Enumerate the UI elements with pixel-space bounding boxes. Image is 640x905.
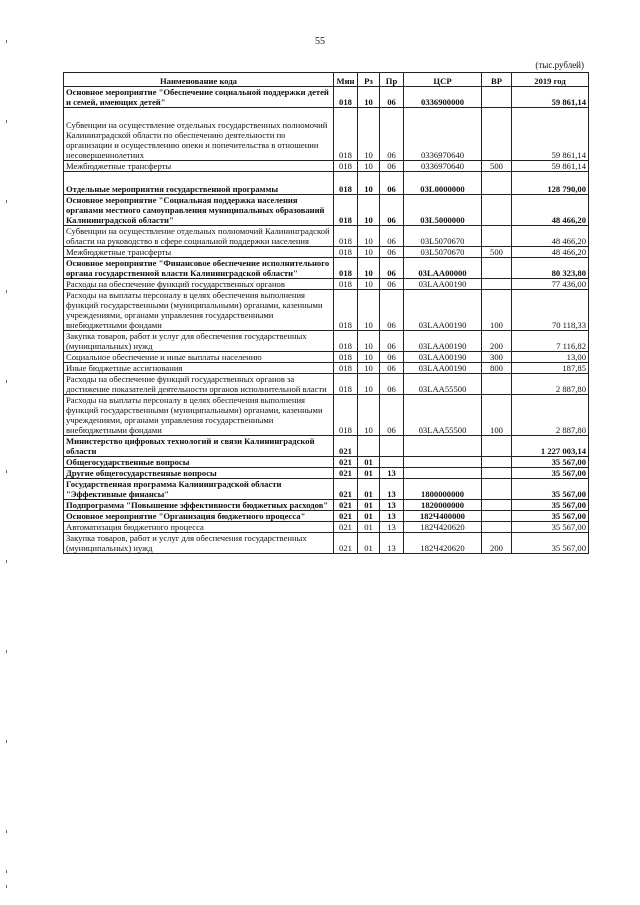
table-row bbox=[64, 511, 589, 522]
units-label: (тыс.рублей) bbox=[535, 60, 584, 70]
cell-csr: 03L5070670 bbox=[404, 226, 482, 247]
cell-pr: 13 bbox=[380, 522, 404, 533]
cell-rz: 10 bbox=[358, 352, 380, 363]
cell-amount: 35 567,00 bbox=[512, 511, 589, 522]
cell-min: 018 bbox=[334, 226, 358, 247]
budget-table bbox=[63, 72, 589, 554]
cell-pr: 06 bbox=[380, 87, 404, 108]
cell-csr bbox=[404, 468, 482, 479]
cell-amount: 7 116,82 bbox=[512, 331, 589, 352]
cell-amount: 48 466,20 bbox=[512, 247, 589, 258]
cell-amount: 59 861,14 bbox=[512, 87, 589, 108]
cell-amount: 35 567,00 bbox=[512, 479, 589, 500]
col-header-rz: Рз bbox=[358, 73, 380, 87]
cell-min: 021 bbox=[334, 533, 358, 554]
cell-name: Основное мероприятие "Организация бюджетного процесса" bbox=[64, 511, 334, 522]
cell-pr: 13 bbox=[380, 479, 404, 500]
table-row bbox=[64, 479, 589, 500]
cell-vr bbox=[482, 374, 512, 395]
cell-rz: 10 bbox=[358, 374, 380, 395]
cell-min: 021 bbox=[334, 479, 358, 500]
cell-csr: 03LAA00190 bbox=[404, 352, 482, 363]
cell-pr: 06 bbox=[380, 226, 404, 247]
cell-csr: 182Ч420620 bbox=[404, 533, 482, 554]
cell-rz: 01 bbox=[358, 522, 380, 533]
cell-csr: 182Ч420620 bbox=[404, 522, 482, 533]
cell-vr bbox=[482, 500, 512, 511]
table-row bbox=[64, 247, 589, 258]
cell-pr: 06 bbox=[380, 352, 404, 363]
table-row bbox=[64, 436, 589, 457]
cell-rz: 10 bbox=[358, 108, 380, 161]
cell-csr: 03LAA00190 bbox=[404, 331, 482, 352]
cell-csr: 03LAA00190 bbox=[404, 290, 482, 331]
cell-name: Государственная программа Калининградской области "Эффективные финансы" bbox=[64, 479, 334, 500]
cell-csr: 0336970640 bbox=[404, 108, 482, 161]
cell-min: 018 bbox=[334, 363, 358, 374]
table-row bbox=[64, 226, 589, 247]
cell-pr: 06 bbox=[380, 331, 404, 352]
cell-rz: 01 bbox=[358, 457, 380, 468]
cell-min: 021 bbox=[334, 457, 358, 468]
cell-vr: 500 bbox=[482, 161, 512, 172]
cell-pr: 13 bbox=[380, 533, 404, 554]
cell-name: Социальное обеспечение и иные выплаты населению bbox=[64, 352, 334, 363]
cell-vr bbox=[482, 258, 512, 279]
cell-vr bbox=[482, 522, 512, 533]
cell-min: 018 bbox=[334, 279, 358, 290]
table-row bbox=[64, 363, 589, 374]
cell-min: 018 bbox=[334, 331, 358, 352]
cell-rz: 10 bbox=[358, 258, 380, 279]
cell-name: Иные бюджетные ассигнования bbox=[64, 363, 334, 374]
cell-min: 018 bbox=[334, 352, 358, 363]
cell-name: Основное мероприятие "Финансовое обеспечение исполнительного органа государственной власти Калининградской области" bbox=[64, 258, 334, 279]
cell-csr: 182Ч400000 bbox=[404, 511, 482, 522]
cell-pr bbox=[380, 436, 404, 457]
cell-csr: 03LAA00190 bbox=[404, 363, 482, 374]
cell-name: Автоматизация бюджетного процесса bbox=[64, 522, 334, 533]
cell-csr: 0336970640 bbox=[404, 161, 482, 172]
cell-name: Общегосударственные вопросы bbox=[64, 457, 334, 468]
cell-pr: 13 bbox=[380, 511, 404, 522]
cell-vr: 200 bbox=[482, 533, 512, 554]
cell-name: Отдельные мероприятия государственной программы bbox=[64, 172, 334, 195]
cell-pr: 06 bbox=[380, 161, 404, 172]
cell-name: Межбюджетные трансферты bbox=[64, 161, 334, 172]
cell-pr: 06 bbox=[380, 363, 404, 374]
cell-vr bbox=[482, 279, 512, 290]
cell-pr: 06 bbox=[380, 108, 404, 161]
cell-vr bbox=[482, 195, 512, 226]
cell-amount: 13,00 bbox=[512, 352, 589, 363]
cell-csr: 0336900000 bbox=[404, 87, 482, 108]
cell-csr: 1820000000 bbox=[404, 500, 482, 511]
cell-pr bbox=[380, 457, 404, 468]
cell-name: Субвенции на осуществление отдельных государственных полномочий Калининградской области по обеспечению деятельности по организации и осуществлению опеки и попечительства в отношении несовершеннолетних bbox=[64, 108, 334, 161]
cell-vr: 300 bbox=[482, 352, 512, 363]
cell-pr: 06 bbox=[380, 247, 404, 258]
table-row bbox=[64, 87, 589, 108]
cell-name: Основное мероприятие "Социальная поддержка населения органами местного самоуправления муниципальных образований Калининградской области" bbox=[64, 195, 334, 226]
cell-vr bbox=[482, 87, 512, 108]
cell-amount: 1 227 003,14 bbox=[512, 436, 589, 457]
cell-amount: 59 861,14 bbox=[512, 108, 589, 161]
table-row bbox=[64, 500, 589, 511]
cell-name: Закупка товаров, работ и услуг для обеспечения государственных (муниципальных) нужд bbox=[64, 533, 334, 554]
cell-min: 018 bbox=[334, 172, 358, 195]
cell-amount: 48 466,20 bbox=[512, 195, 589, 226]
cell-amount: 35 567,00 bbox=[512, 500, 589, 511]
cell-min: 018 bbox=[334, 161, 358, 172]
cell-rz: 01 bbox=[358, 479, 380, 500]
cell-min: 021 bbox=[334, 511, 358, 522]
cell-rz: 10 bbox=[358, 226, 380, 247]
cell-amount: 2 887,80 bbox=[512, 395, 589, 436]
cell-name: Субвенции на осуществление отдельных полномочий Калининградской области на руководство в сфере социальной поддержки населения bbox=[64, 226, 334, 247]
cell-rz: 10 bbox=[358, 363, 380, 374]
cell-amount: 187,85 bbox=[512, 363, 589, 374]
cell-csr: 03LAA00000 bbox=[404, 258, 482, 279]
cell-name: Закупка товаров, работ и услуг для обеспечения государственных (муниципальных) нужд bbox=[64, 331, 334, 352]
cell-min: 018 bbox=[334, 87, 358, 108]
cell-rz bbox=[358, 436, 380, 457]
table-row bbox=[64, 195, 589, 226]
cell-rz: 10 bbox=[358, 195, 380, 226]
scan-margin-marks bbox=[6, 0, 10, 905]
cell-amount: 59 861,14 bbox=[512, 161, 589, 172]
cell-vr: 100 bbox=[482, 395, 512, 436]
cell-min: 018 bbox=[334, 247, 358, 258]
cell-amount: 2 887,80 bbox=[512, 374, 589, 395]
table-header-row bbox=[64, 73, 589, 87]
cell-name: Другие общегосударственные вопросы bbox=[64, 468, 334, 479]
cell-name: Подпрограмма "Повышение эффективности бюджетных расходов" bbox=[64, 500, 334, 511]
table-row bbox=[64, 172, 589, 195]
cell-amount: 70 118,33 bbox=[512, 290, 589, 331]
cell-vr: 800 bbox=[482, 363, 512, 374]
cell-min: 018 bbox=[334, 290, 358, 331]
cell-amount: 35 567,00 bbox=[512, 468, 589, 479]
cell-vr bbox=[482, 468, 512, 479]
cell-amount: 80 323,80 bbox=[512, 258, 589, 279]
cell-name: Расходы на обеспечение функций государственных органов bbox=[64, 279, 334, 290]
table-row bbox=[64, 108, 589, 161]
table-row bbox=[64, 161, 589, 172]
table-row bbox=[64, 374, 589, 395]
cell-amount: 128 790,00 bbox=[512, 172, 589, 195]
cell-vr bbox=[482, 172, 512, 195]
cell-pr: 13 bbox=[380, 500, 404, 511]
cell-rz: 10 bbox=[358, 395, 380, 436]
table-row bbox=[64, 533, 589, 554]
cell-csr: 03L0000000 bbox=[404, 172, 482, 195]
cell-pr: 06 bbox=[380, 374, 404, 395]
cell-rz: 10 bbox=[358, 172, 380, 195]
cell-rz: 10 bbox=[358, 247, 380, 258]
cell-pr: 06 bbox=[380, 290, 404, 331]
cell-pr: 06 bbox=[380, 395, 404, 436]
cell-csr bbox=[404, 436, 482, 457]
cell-min: 021 bbox=[334, 500, 358, 511]
cell-rz: 10 bbox=[358, 87, 380, 108]
cell-name: Расходы на выплаты персоналу в целях обеспечения выполнения функций государственными (муниципальными) органами, казенными учреждениями, органами управления государственными внебюджетными фондами bbox=[64, 290, 334, 331]
cell-min: 021 bbox=[334, 522, 358, 533]
table-row bbox=[64, 395, 589, 436]
cell-min: 018 bbox=[334, 374, 358, 395]
cell-vr bbox=[482, 436, 512, 457]
cell-amount: 35 567,00 bbox=[512, 457, 589, 468]
cell-csr: 03LAA55500 bbox=[404, 395, 482, 436]
cell-rz: 01 bbox=[358, 533, 380, 554]
cell-rz: 10 bbox=[358, 331, 380, 352]
table-row bbox=[64, 457, 589, 468]
table-row bbox=[64, 290, 589, 331]
cell-name: Основное мероприятие "Обеспечение социальной поддержки детей и семей, имеющих детей" bbox=[64, 87, 334, 108]
col-header-year: 2019 год bbox=[512, 73, 589, 87]
cell-min: 018 bbox=[334, 395, 358, 436]
cell-csr: 03L5000000 bbox=[404, 195, 482, 226]
cell-vr bbox=[482, 511, 512, 522]
cell-min: 021 bbox=[334, 468, 358, 479]
cell-min: 021 bbox=[334, 436, 358, 457]
table-row bbox=[64, 258, 589, 279]
table-row bbox=[64, 352, 589, 363]
col-header-name: Наименование кода bbox=[64, 73, 334, 87]
cell-vr: 100 bbox=[482, 290, 512, 331]
cell-csr: 1800000000 bbox=[404, 479, 482, 500]
col-header-pr: Пр bbox=[380, 73, 404, 87]
col-header-csr: ЦСР bbox=[404, 73, 482, 87]
cell-pr: 06 bbox=[380, 258, 404, 279]
cell-vr bbox=[482, 108, 512, 161]
table-row bbox=[64, 522, 589, 533]
cell-vr: 500 bbox=[482, 247, 512, 258]
cell-csr: 03L5070670 bbox=[404, 247, 482, 258]
cell-csr: 03LAA00190 bbox=[404, 279, 482, 290]
cell-vr bbox=[482, 226, 512, 247]
cell-vr: 200 bbox=[482, 331, 512, 352]
col-header-min: Мин bbox=[334, 73, 358, 87]
cell-vr bbox=[482, 457, 512, 468]
cell-name: Министерство цифровых технологий и связи Калининградской области bbox=[64, 436, 334, 457]
cell-name: Расходы на обеспечение функций государственных органов за достижение показателей деятельности органов исполнительной власти bbox=[64, 374, 334, 395]
cell-csr bbox=[404, 457, 482, 468]
cell-rz: 10 bbox=[358, 279, 380, 290]
cell-amount: 35 567,00 bbox=[512, 522, 589, 533]
cell-pr: 13 bbox=[380, 468, 404, 479]
cell-rz: 01 bbox=[358, 468, 380, 479]
cell-min: 018 bbox=[334, 258, 358, 279]
page-number: 55 bbox=[315, 36, 325, 47]
table-row bbox=[64, 331, 589, 352]
table-row bbox=[64, 468, 589, 479]
cell-rz: 01 bbox=[358, 500, 380, 511]
cell-min: 018 bbox=[334, 108, 358, 161]
cell-pr: 06 bbox=[380, 279, 404, 290]
cell-rz: 10 bbox=[358, 290, 380, 331]
cell-vr bbox=[482, 479, 512, 500]
cell-pr: 06 bbox=[380, 195, 404, 226]
cell-csr: 03LAA55500 bbox=[404, 374, 482, 395]
cell-name: Расходы на выплаты персоналу в целях обеспечения выполнения функций государственными (муниципальными) органами, казенными учреждениями, органами управления государственными внебюджетными фондами bbox=[64, 395, 334, 436]
cell-amount: 35 567,00 bbox=[512, 533, 589, 554]
cell-min: 018 bbox=[334, 195, 358, 226]
cell-name: Межбюджетные трансферты bbox=[64, 247, 334, 258]
col-header-vr: ВР bbox=[482, 73, 512, 87]
cell-rz: 10 bbox=[358, 161, 380, 172]
cell-amount: 77 436,00 bbox=[512, 279, 589, 290]
table-row bbox=[64, 279, 589, 290]
cell-pr: 06 bbox=[380, 172, 404, 195]
cell-rz: 01 bbox=[358, 511, 380, 522]
cell-amount: 48 466,20 bbox=[512, 226, 589, 247]
